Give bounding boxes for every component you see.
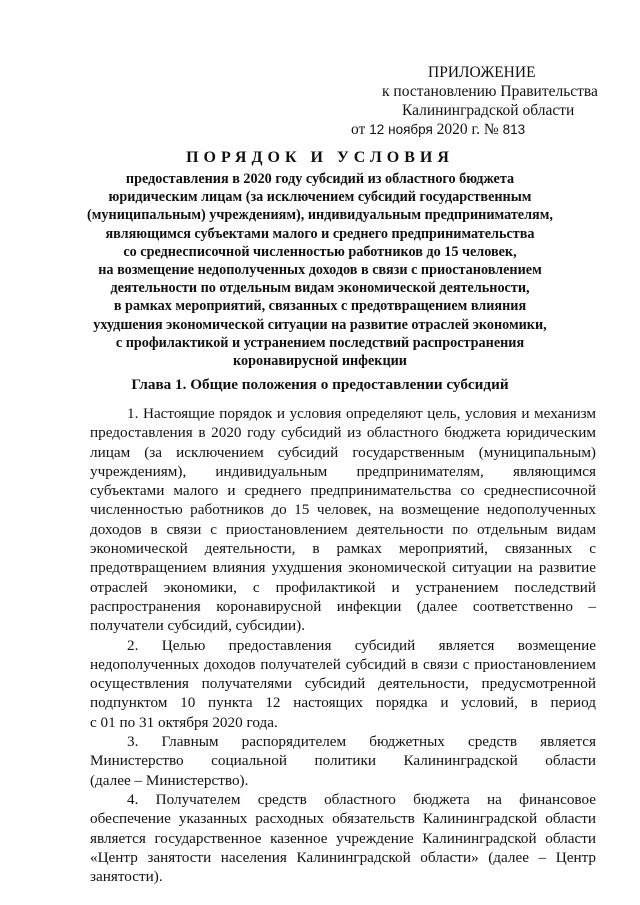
subtitle-line: деятельности по отдельным видам экономической деятельности, — [110, 280, 530, 297]
appendix-block — [318, 63, 608, 139]
date-prefix: от — [351, 121, 366, 138]
paragraph-2-line: с 01 по 31 октября 2020 года. — [90, 713, 278, 731]
paragraph-4-line: является государственное казенное учреждение Калининградской области — [90, 829, 596, 847]
subtitle-line: коронавирусной инфекции — [233, 353, 407, 370]
paragraph-1-line: предоставления в 2020 году субсидий из областного бюджета юридическим — [90, 424, 596, 442]
number-prefix: № — [483, 121, 499, 138]
paragraph-3-line: (далее – Министерство). — [90, 771, 249, 789]
subtitle-line: ухудшения экономической ситуации на развитие отраслей экономики, — [93, 316, 547, 333]
document-subtitle — [60, 170, 580, 370]
paragraph-1-line: предотвращением влияния ухудшения экономической ситуации на развитие — [90, 559, 596, 577]
paragraph-1-line: получатели субсидий, субсидии). — [90, 617, 306, 635]
date-month: ноября — [388, 122, 433, 137]
appendix-region-line: Калининградской области — [402, 102, 575, 119]
paragraph-4-line: 4. Получателем средств областного бюджета на финансовое — [127, 790, 596, 808]
paragraph-2-line: подпунктом 10 пункта 12 настоящих порядка и условий, в период — [90, 694, 596, 712]
paragraph-4-line: обеспечение указанных расходных обязательств Калининградской области — [90, 810, 596, 828]
subtitle-line: с профилактикой и устранением последствий распространения — [115, 334, 525, 351]
date-day: 12 — [369, 122, 385, 137]
body-text — [90, 404, 596, 886]
appendix-title: ПРИЛОЖЕНИЕ — [428, 64, 536, 81]
paragraph-2-line: недополученных доходов получателей субсидий в связи с приостановлением — [90, 655, 596, 673]
paragraph-1-line: 1. Настоящие порядок и условия определяют цель, условия и механизм — [127, 405, 596, 422]
paragraph-2-line: осуществления получателями субсидий деятельности, предусмотренной — [90, 675, 596, 693]
document-title: ПОРЯДОК И УСЛОВИЯ — [186, 149, 454, 166]
subtitle-line: на возмещение недополученных доходов в связи с приостановлением — [98, 262, 542, 279]
paragraph-1-line: субъектами малого и среднего предпринимательства со среднесписочной — [90, 482, 596, 500]
paragraph-4-line: «Центр занятости населения Калининградской области» (далее – Центр — [90, 848, 596, 866]
appendix-date-line — [318, 120, 608, 139]
subtitle-line: в рамках мероприятий, связанных с предотвращением влияния — [113, 298, 527, 315]
paragraph-1-line: лицам (за исключением субсидий государственным (муниципальным) — [90, 443, 596, 461]
subtitle-line: со среднесписочной численностью работников до 15 человек, — [123, 243, 517, 260]
chapter-heading: Глава 1. Общие положения о предоставлении субсидий — [131, 376, 509, 393]
paragraph-4-line: занятости). — [90, 868, 163, 886]
paragraph-3-line: Министерство социальной политики Калининградской области — [90, 752, 596, 770]
paragraph-1-line: распространения коронавирусной инфекции (далее соответственно – — [90, 597, 596, 615]
date-year: 2020 г. — [436, 121, 481, 138]
subtitle-line: юридическим лицам (за исключением субсидий государственным — [108, 189, 532, 206]
subtitle-line: (муниципальным) учреждениям), индивидуальным предпринимателям, — [87, 207, 553, 224]
paragraph-1-line: отраслей экономики, с профилактикой и устранением последствий — [90, 578, 596, 596]
paragraph-3-line: 3. Главным распорядителем бюджетных средств является — [127, 733, 596, 751]
paragraph-1-line: экономической деятельности, в рамках мероприятий, связанных с — [90, 540, 596, 558]
paragraph-1-line: численностью работников до 15 человек, на возмещение недополученных — [90, 501, 596, 519]
paragraph-2-line: 2. Целью предоставления субсидий является возмещение — [127, 636, 596, 654]
paragraph-1-line: доходов в связи с приостановлением деятельности по отдельным видам — [90, 520, 596, 538]
subtitle-line: предоставления в 2020 году субсидий из областного бюджета — [125, 171, 515, 187]
appendix-resolution-line: к постановлению Правительства — [382, 83, 598, 100]
paragraph-1-line: учреждениям), индивидуальным предпринимателям, являющимся — [90, 462, 596, 480]
document-number: 813 — [502, 122, 526, 137]
subtitle-line: являющимся субъектами малого и среднего предпринимательства — [105, 225, 535, 242]
